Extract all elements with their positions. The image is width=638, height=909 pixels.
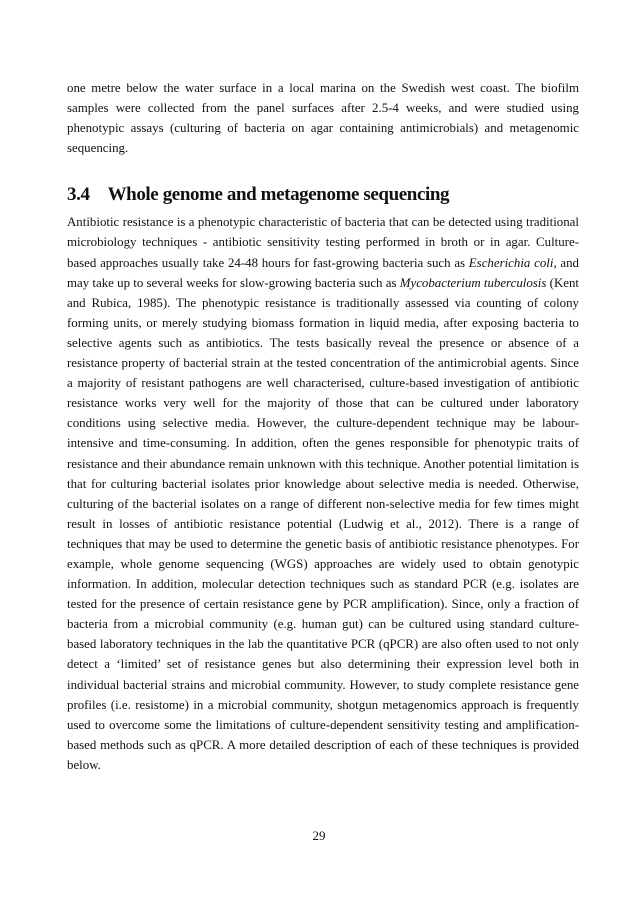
paragraph-text: , and may take up to several weeks for slow-growing bacteria such as [67, 255, 579, 290]
section-heading [67, 182, 579, 208]
section-number: 3.4 [67, 184, 90, 206]
paragraph-text: (Kent and Rubica, 1985). The phenotypic resistance is traditionally assessed via counting of colony forming units, or merely studying biomass formation in liquid media, after exposing bacteria to selective agents such as antibiotics. The tests basically reveal the presence or absence of a resistance property of bacterial strain at the tested concentration of the antimicrobial agents. Since a majority of resistant pathogens are well characterised, culture-based investigation of antibiotic resistance works very well for the majority of those that can be cultured under laboratory conditions using selective media. However, the culture-dependent technique may be labour-intensive and time-consuming. In addition, often the genes responsible for phenotypic traits of resistance and their abundance remain unknown with this technique. Another potential limitation is that for culturing bacterial isolates prior knowledge about selective media is needed. Otherwise, culturing of the bacterial isolates on a range of different non-selective media for few times might result in losses of antibiotic resistance potential (Ludwig et al., 2012). There is a range of techniques that may be used to determine the genetic basis of antibiotic resistance phenotypes. For example, whole genome sequencing (WGS) approaches are widely used to obtain genotypic information. In addition, molecular detection techniques such as standard PCR (e.g. isolates are tested for the presence of certain resistance gene by PCR amplification). Since, only a fraction of bacteria from a microbial community (e.g. human gut) can be cultured using standard culture-based laboratory techniques in the lab the quantitative PCR (qPCR) are also often used to not only detect a ‘limited’ set of resistance genes but also determining their expression level both in individual bacterial strains and microbial community. However, to study complete resistance gene profiles (i.e. resistome) in a microbial community, shotgun metagenomics approach is frequently used to overcome some the limitations of culture-dependent sensitivity testing and amplification-based methods such as qPCR. A more detailed description of each of these techniques is provided below. [67, 275, 580, 772]
species-name: Mycobacterium tuberculosis [399, 275, 547, 290]
paragraph-text: Antibiotic resistance is a phenotypic characteristic of bacteria that can be detected using traditional microbiology techniques - antibiotic sensitivity testing performed in broth or in agar. Culture-based approaches usually take 24-48 hours for fast-growing bacteria such as [67, 215, 579, 270]
species-name: Escherichia coli [468, 255, 554, 270]
section-title: Whole genome and metagenome sequencing [107, 184, 450, 206]
paragraph-main [67, 212, 579, 775]
page-body [67, 78, 579, 775]
page-number: 29 [312, 828, 326, 843]
paragraph-continued: one metre below the water surface in a local marina on the Swedish west coast. The biofilm samples were collected from the panel surfaces after 2.5-4 weeks, and were studied using phenotypic assays (culturing of bacteria on agar containing antimicrobials) and metagenomic sequencing. [67, 81, 579, 156]
